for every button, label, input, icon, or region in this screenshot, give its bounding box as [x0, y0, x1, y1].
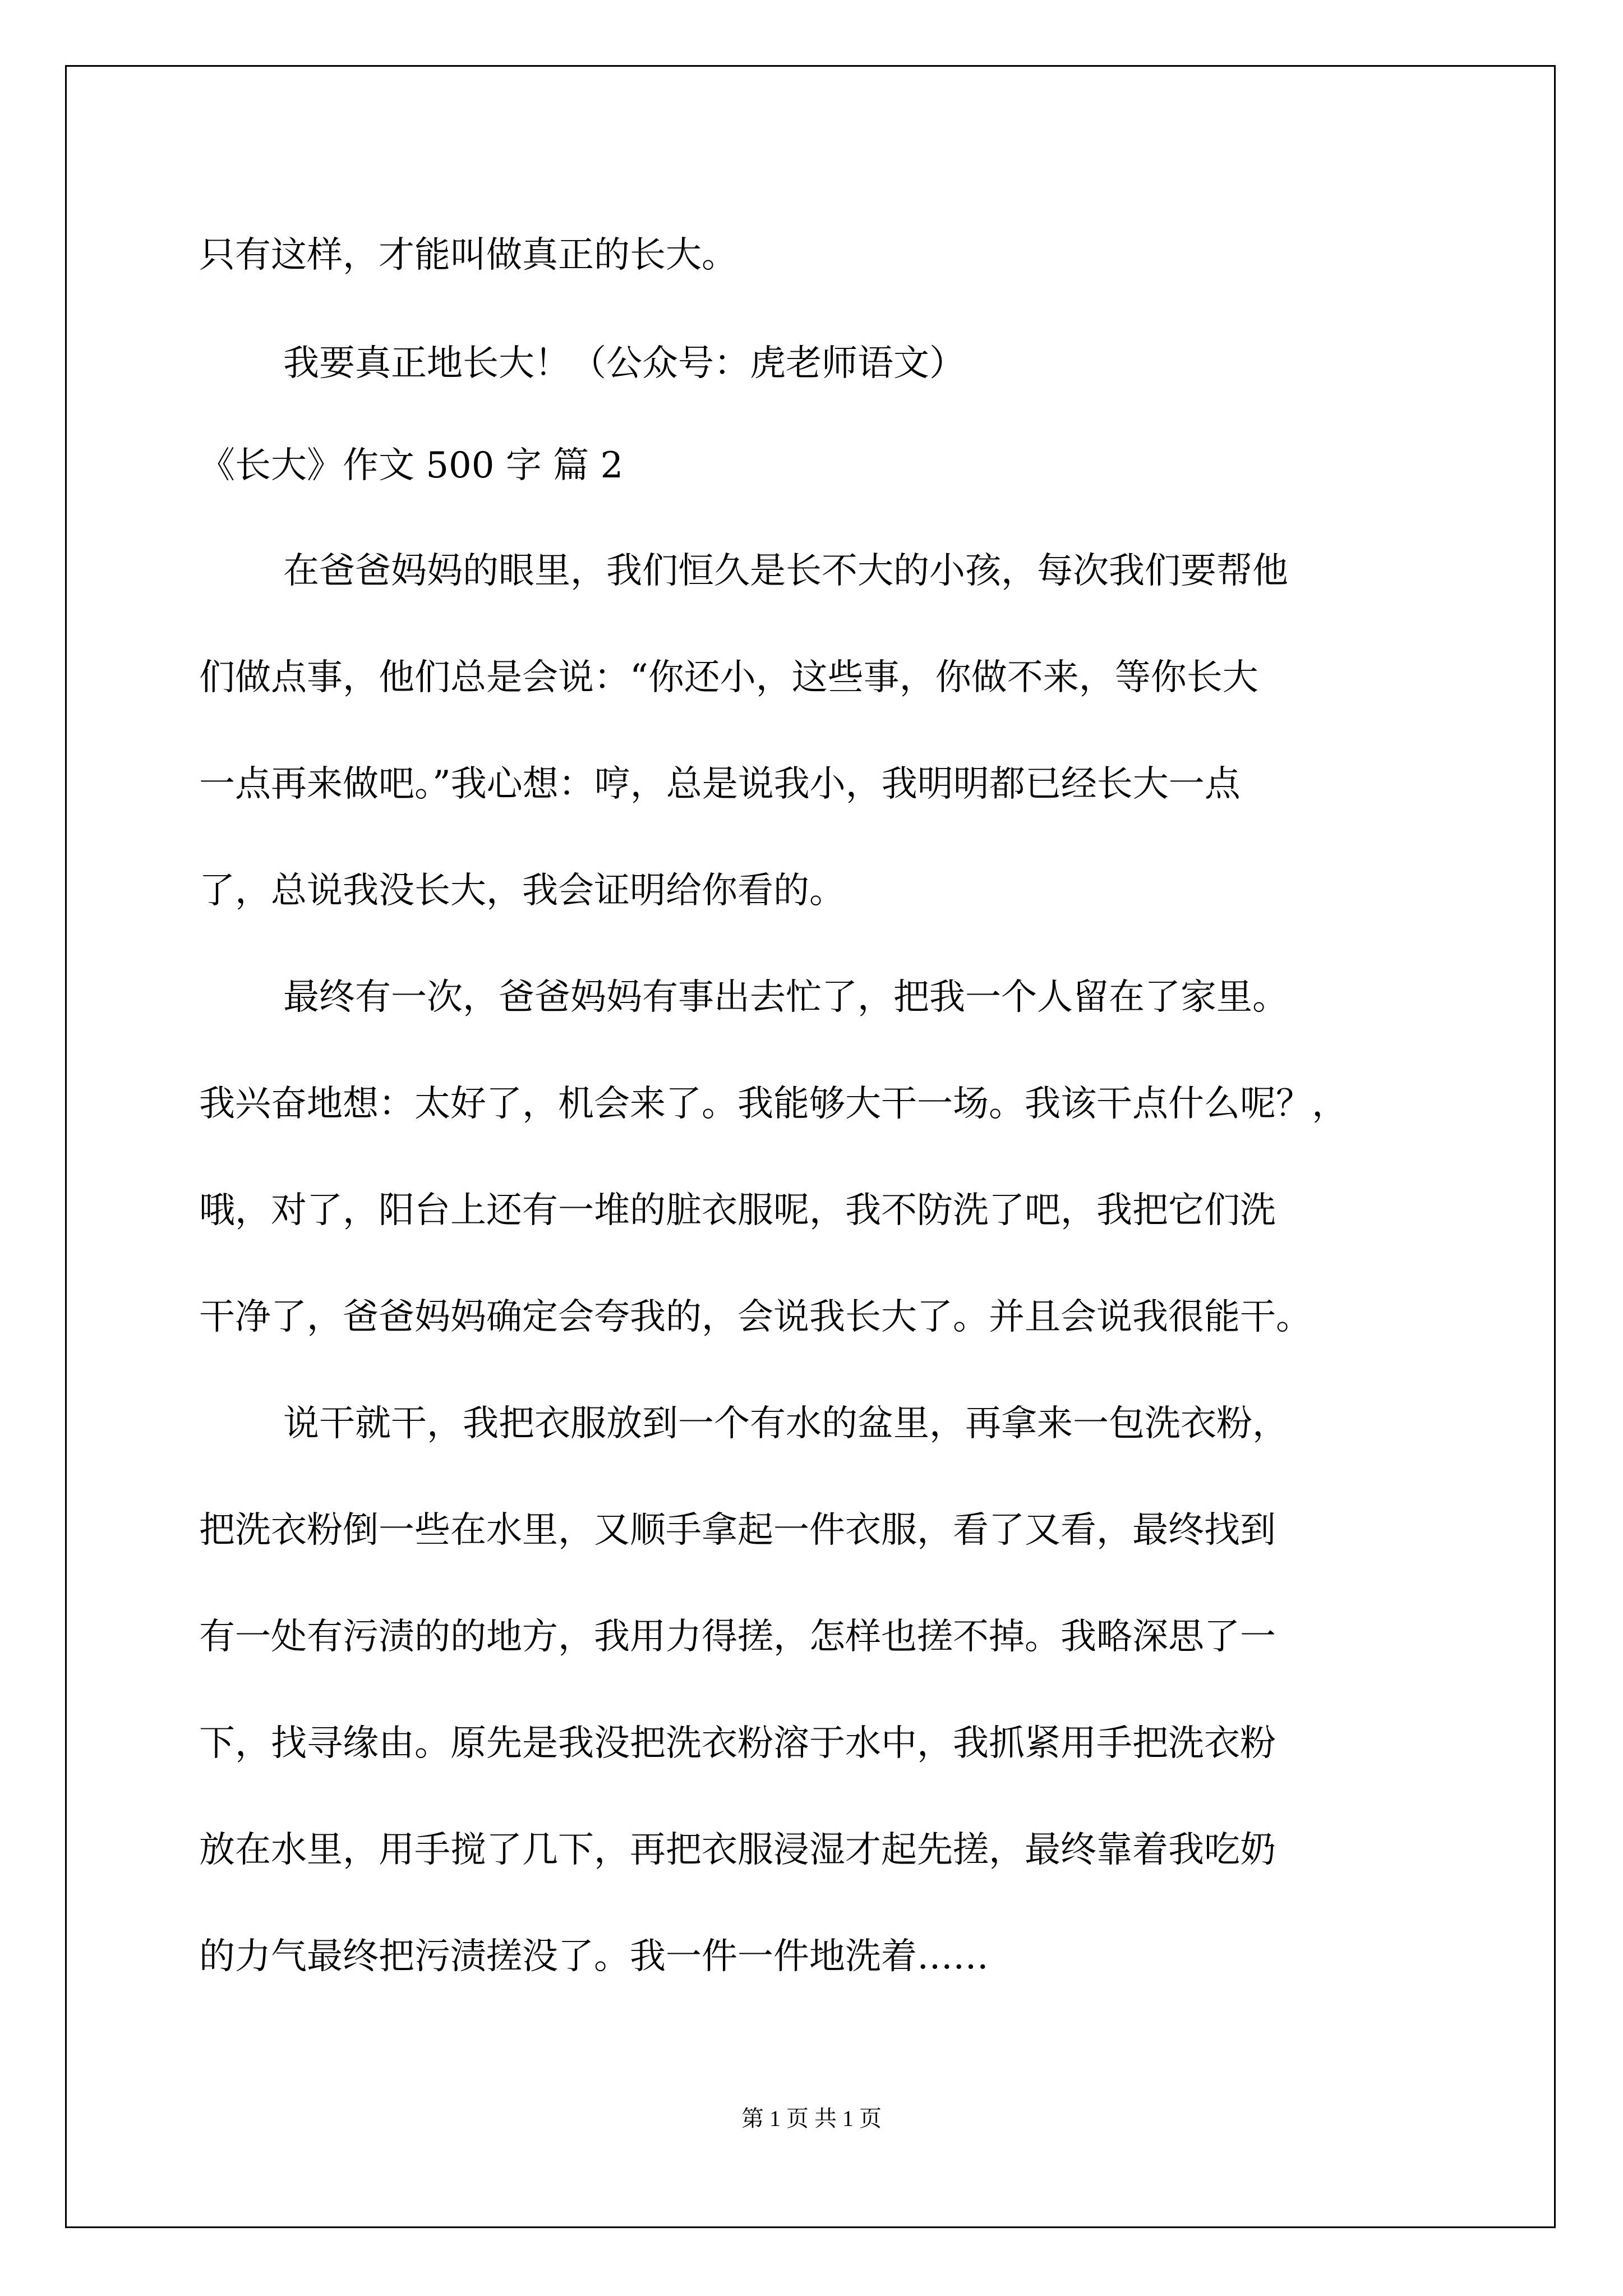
- body-text-line: 一点再来做吧。”我心想：哼，总是说我小，我明明都已经长大一点: [199, 763, 1241, 805]
- body-text-line: 说干就干，我把衣服放到一个有水的盆里，再拿来一包洗衣粉，: [283, 1403, 1288, 1444]
- body-text-line: 有一处有污渍的的地方，我用力得搓，怎样也搓不掉。我略深思了一: [199, 1616, 1276, 1658]
- section-heading: 《长大》作文 500 字 篇 2: [199, 445, 624, 486]
- body-text-line: 哦，对了，阳台上还有一堆的脏衣服呢，我不防洗了吧，我把它们洗: [199, 1190, 1276, 1231]
- body-text-line: 最终有一次，爸爸妈妈有事出去忙了，把我一个人留在了家里。: [283, 977, 1288, 1018]
- body-text-line: 干净了，爸爸妈妈确定会夸我的，会说我长大了。并且会说我很能干。: [199, 1296, 1312, 1338]
- body-text-line: 把洗衣粉倒一些在水里，又顺手拿起一件衣服，看了又看，最终找到: [199, 1510, 1276, 1551]
- body-text-line: 们做点事，他们总是会说：“你还小，这些事，你做不来，等你长大: [199, 657, 1258, 698]
- body-text-line: 我兴奋地想：太好了，机会来了。我能够大干一场。我该干点什么呢？，: [199, 1083, 1348, 1125]
- body-text-line: 我要真正地长大！（公众号：虎老师语文）: [283, 343, 965, 384]
- page-number-footer: 第 1 页 共 1 页: [741, 2106, 882, 2131]
- body-text-line: 放在水里，用手搅了几下，再把衣服浸湿才起先搓，最终靠着我吃奶: [199, 1829, 1276, 1871]
- body-text-line: 在爸爸妈妈的眼里，我们恒久是长不大的小孩，每次我们要帮他: [283, 550, 1288, 592]
- page-border: [65, 65, 1556, 2228]
- body-text-line: 只有这样，才能叫做真正的长大。: [199, 234, 737, 276]
- body-text-line: 了，总说我没长大，我会证明给你看的。: [199, 870, 845, 912]
- body-text-line: 下，找寻缘由。原先是我没把洗衣粉溶于水中，我抓紧用手把洗衣粉: [199, 1723, 1276, 1764]
- body-text-line: 的力气最终把污渍搓没了。我一件一件地洗着……: [199, 1936, 989, 1977]
